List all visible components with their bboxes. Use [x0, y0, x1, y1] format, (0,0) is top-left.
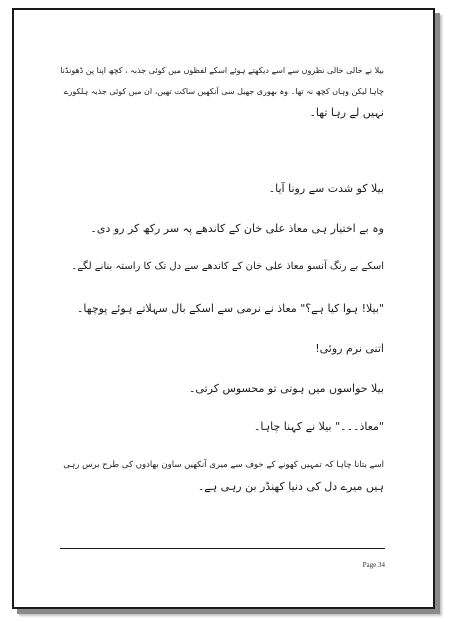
paragraph-5: [60, 298, 384, 319]
text-line: "بیلا! ہوا کیا ہے؟" معاذ نے نرمی سے اسکے بال سہلاتے ہوئے پوچھا۔: [76, 302, 384, 315]
text-line: اتنی نرم روئی!: [315, 342, 384, 355]
text-line: اسے بتانا چاہا کہ تمہیں کھونے کے خوف سے میری آنکھیں ساون بھادوں کی طرح برس رہی: [63, 460, 384, 470]
text-line: وہ بے اختیار ہی معاذ علی خان کے کاندھے پہ سر رکھ کر رو دی۔: [90, 222, 384, 235]
paragraph-8: [60, 416, 384, 437]
paragraph-3: [60, 218, 384, 239]
text-line: ہیں میرے دل کی دنیا کھنڈر بن رہی ہے۔: [197, 480, 384, 493]
paragraph-6: [60, 338, 384, 359]
text-line: بیلا نے خالی خالی نظروں سے اسے دیکھتے ہوئے اسکے لفظوں میں کوئی جذبہ ، کچھ اپنا پن ڈھونڈنا: [60, 66, 384, 75]
page-number: Page 34: [362, 561, 385, 569]
text-line: بیلا کو شدت سے رونا آیا۔: [268, 182, 384, 195]
text-line: "معاذ۔۔۔" بیلا نے کہنا چاہا۔: [253, 420, 384, 433]
paragraph-2: [60, 178, 384, 199]
text-line: چاہا لیکن وہاں کچھ نہ تھا۔ وہ بھوری جھیل سی آنکھیں ساکت تھیں، ان میں کوئی جذبہ ہلکورے: [63, 87, 384, 96]
paragraph-4: [60, 256, 384, 277]
paragraph-1: [60, 60, 384, 123]
footer-rule: [60, 548, 385, 549]
text-line: بیلا حواسوں میں ہوتی تو محسوس کرتی۔: [188, 382, 384, 395]
paragraph-7: [60, 378, 384, 399]
text-line: نہیں لے رہا تھا۔: [309, 106, 384, 119]
paragraph-9: [60, 455, 384, 497]
text-line: اسکے بے رنگ آنسو معاذ علی خان کے کاندھے سے دل تک کا راستہ بنانے لگے۔: [71, 261, 384, 272]
